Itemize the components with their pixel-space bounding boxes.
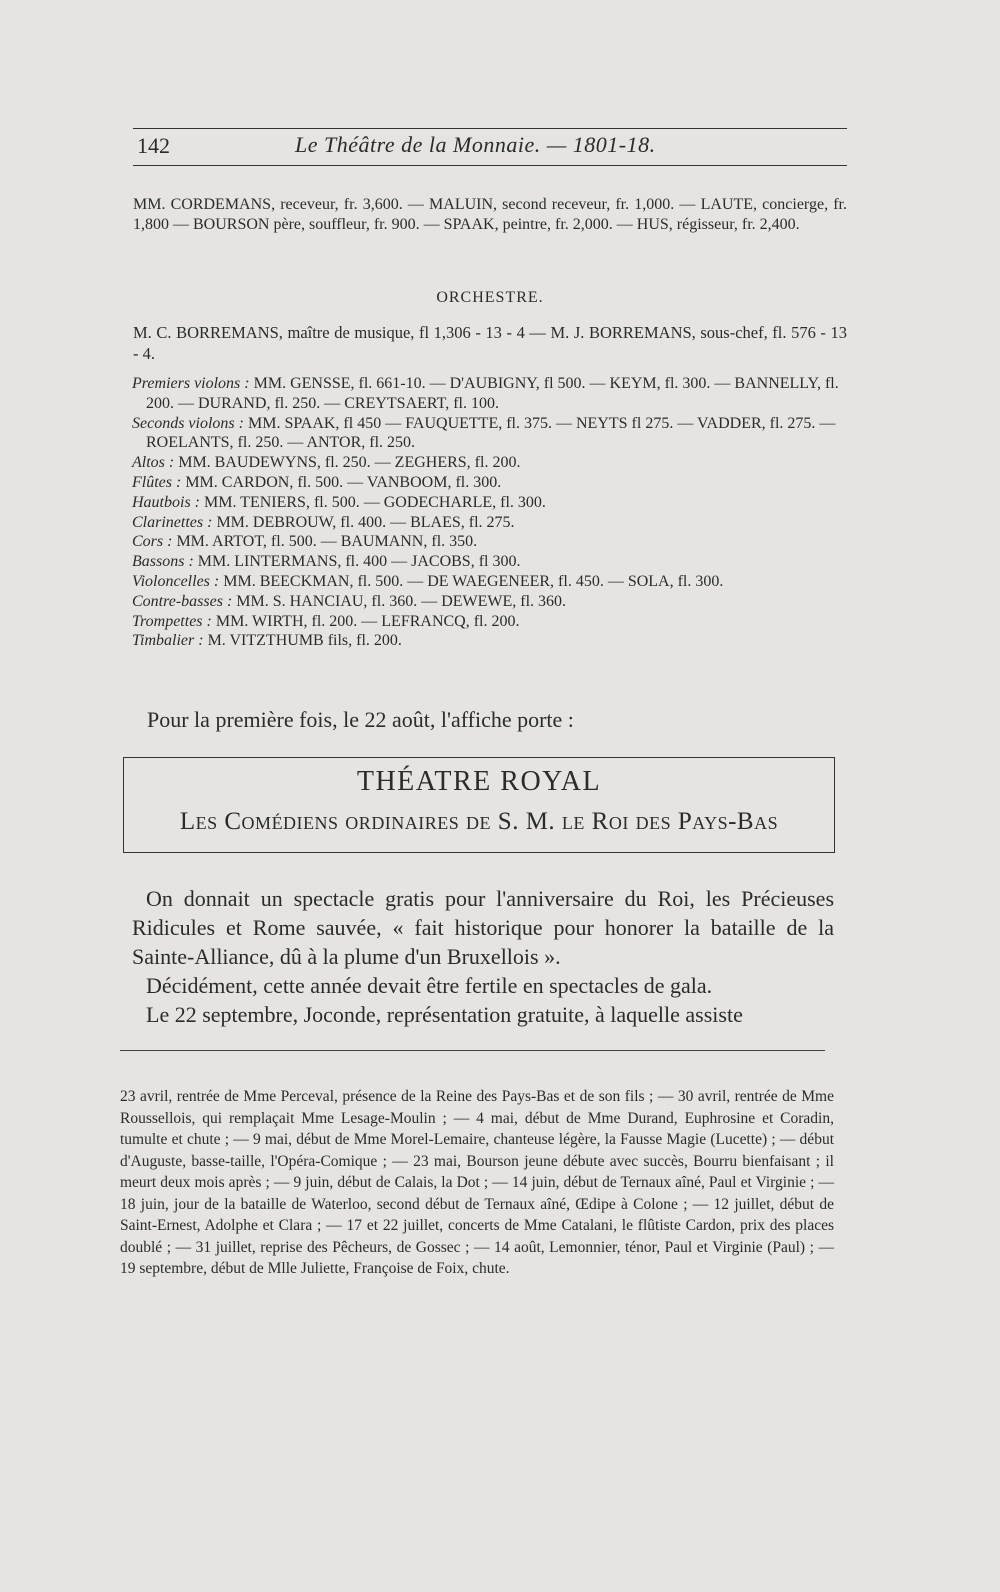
role-altos (132, 453, 848, 473)
page-header (133, 128, 847, 166)
body-paragraph: Le 22 septembre, Joconde, représentation gratuite, à laquelle assiste (146, 1002, 743, 1027)
role-bassons (132, 552, 848, 572)
role-label: Cors : (132, 533, 173, 551)
role-label: Contre-basses : (132, 592, 233, 610)
role-label: Timbalier : (132, 632, 204, 650)
role-text: MM. ARTOT, fl. 500. — BAUMANN, fl. 350. (176, 533, 478, 551)
role-label: Flûtes : (132, 473, 182, 491)
body-paragraph: On donnait un spectacle gratis pour l'anniversaire du Roi, les Précieuses Ridicules et Rome sauvée, « fait historique pour honorer la bataille de la Sainte-Alliance, dû à la plume d'un Bruxellois ». (132, 886, 834, 969)
role-text: MM. WIRTH, fl. 200. — LEFRANCQ, fl. 200. (215, 612, 520, 630)
role-text: MM. GENSSE, fl. 661-10. — D'AUBIGNY, fl 500. — KEYM, fl. 300. — BANNELLY, fl. 200. — DURAND, fl. 250. — CREYTSAERT, fl. 100. (146, 375, 839, 412)
page-number: 142 (137, 133, 170, 158)
staff-list (133, 195, 847, 235)
role-label: Premiers violons : (132, 375, 250, 392)
role-violoncelles (132, 572, 848, 592)
footnote-divider (120, 1050, 825, 1051)
affiche-intro: Pour la première fois, le 22 août, l'affiche porte : (147, 707, 574, 732)
role-text: MM. TENIERS, fl. 500. — GODECHARLE, fl. 300. (204, 493, 546, 511)
orchestre-heading: ORCHESTRE. (436, 289, 544, 306)
role-text: M. VITZTHUMB fils, fl. 200. (207, 632, 402, 650)
role-label: Clarinettes : (132, 513, 213, 531)
role-label: Bassons : (132, 553, 194, 571)
role-timbalier (132, 631, 848, 651)
body-text (132, 884, 834, 1029)
affiche-box (123, 757, 835, 853)
role-text: MM. LINTERMANS, fl. 400 — JACOBS, fl 300. (197, 553, 521, 571)
footnote: 23 avril, rentrée de Mme Perceval, présence de la Reine des Pays-Bas et de son fils ; — 30 avril, rentrée de Mme Roussellois, qui remplaçait Mme Lesage-Moulin ; — 4 mai, début de Mme Durand, Euphrosine et Coradin, tumulte et chute ; — 9 mai, début de Mme Morel-Lemaire, chanteuse légère, la Fausse Magie (Lucette) ; — début d'Auguste, basse-taille, l'Opéra-Comique ; — 23 mai, Bourson jeune débute avec succès, Bourru bienfaisant ; il meurt deux mois après ; — 9 juin, début de Calais, la Dot ; — 14 juin, début de Ternaux aîné, Paul et Virginie ; — 18 juin, jour de la bataille de Waterloo, second début de Ternaux aîné, Œdipe à Colone ; — 12 juillet, début de Saint-Ernest, Adolphe et Clara ; — 17 et 22 juillet, concerts de Mme Catalani, le flûtiste Cardon, prix des places doublé ; — 31 juillet, reprise des Pêcheurs, de Gossec ; — 14 août, Lemonnier, ténor, Paul et Virginie (Paul) ; — 19 septembre, début de Mlle Juliette, Françoise de Foix, chute. (120, 1088, 834, 1277)
staff-paragraph: MM. CORDEMANS, receveur, fr. 3,600. — MALUIN, second receveur, fr. 1,000. — LAUTE, concierge, fr. 1,800 — BOURSON père, souffleur, fr. 900. — SPAAK, peintre, fr. 2,000. — HUS, régisseur, fr. 2,400. (133, 196, 847, 233)
role-cors (132, 532, 848, 552)
orchestre-roles (132, 374, 848, 651)
role-trompettes (132, 612, 848, 632)
orchestre-master: M. C. BORREMANS, maître de musique, fl 1,306 - 13 - 4 — M. J. BORREMANS, sous-chef, fl. 576 - 13 - 4. (133, 323, 847, 363)
role-clarinettes (132, 513, 848, 533)
orchestre-master-block (133, 322, 847, 364)
affiche-subtitle: Les Comédiens ordinaires de S. M. le Roi des Pays-Bas (179, 808, 779, 835)
role-text: MM. DEBROUW, fl. 400. — BLAES, fl. 275. (216, 513, 515, 531)
affiche-intro-block (147, 706, 861, 734)
affiche-title: THÉATRE ROYAL (356, 766, 602, 797)
role-contre-basses (132, 592, 848, 612)
role-flutes (132, 473, 848, 493)
role-hautbois (132, 493, 848, 513)
role-label: Violoncelles : (132, 572, 220, 590)
role-label: Trompettes : (132, 612, 212, 630)
orchestre-heading-block (133, 288, 847, 308)
role-label: Seconds violons : (132, 414, 244, 432)
role-seconds-violons (132, 414, 848, 454)
role-premiers-violons (132, 374, 848, 414)
body-paragraph: Décidément, cette année devait être fertile en spectacles de gala. (146, 973, 713, 998)
role-text: MM. S. HANCIAU, fl. 360. — DEWEWE, fl. 360. (236, 592, 567, 610)
role-label: Hautbois : (132, 493, 200, 511)
role-label: Altos : (132, 454, 175, 472)
role-text: MM. BEECKMAN, fl. 500. — DE WAEGENEER, fl. 450. — SOLA, fl. 300. (223, 572, 724, 590)
role-text: MM. CARDON, fl. 500. — VANBOOM, fl. 300. (185, 473, 502, 491)
role-text: MM. BAUDEWYNS, fl. 250. — ZEGHERS, fl. 200. (178, 454, 521, 472)
running-title: Le Théâtre de la Monnaie. — 1801-18. (295, 132, 656, 157)
role-text: MM. SPAAK, fl 450 — FAUQUETTE, fl. 375. — NEYTS fl 275. — VADDER, fl. 275. — ROELANTS, fl. 250. — ANTOR, fl. 250. (146, 414, 836, 452)
